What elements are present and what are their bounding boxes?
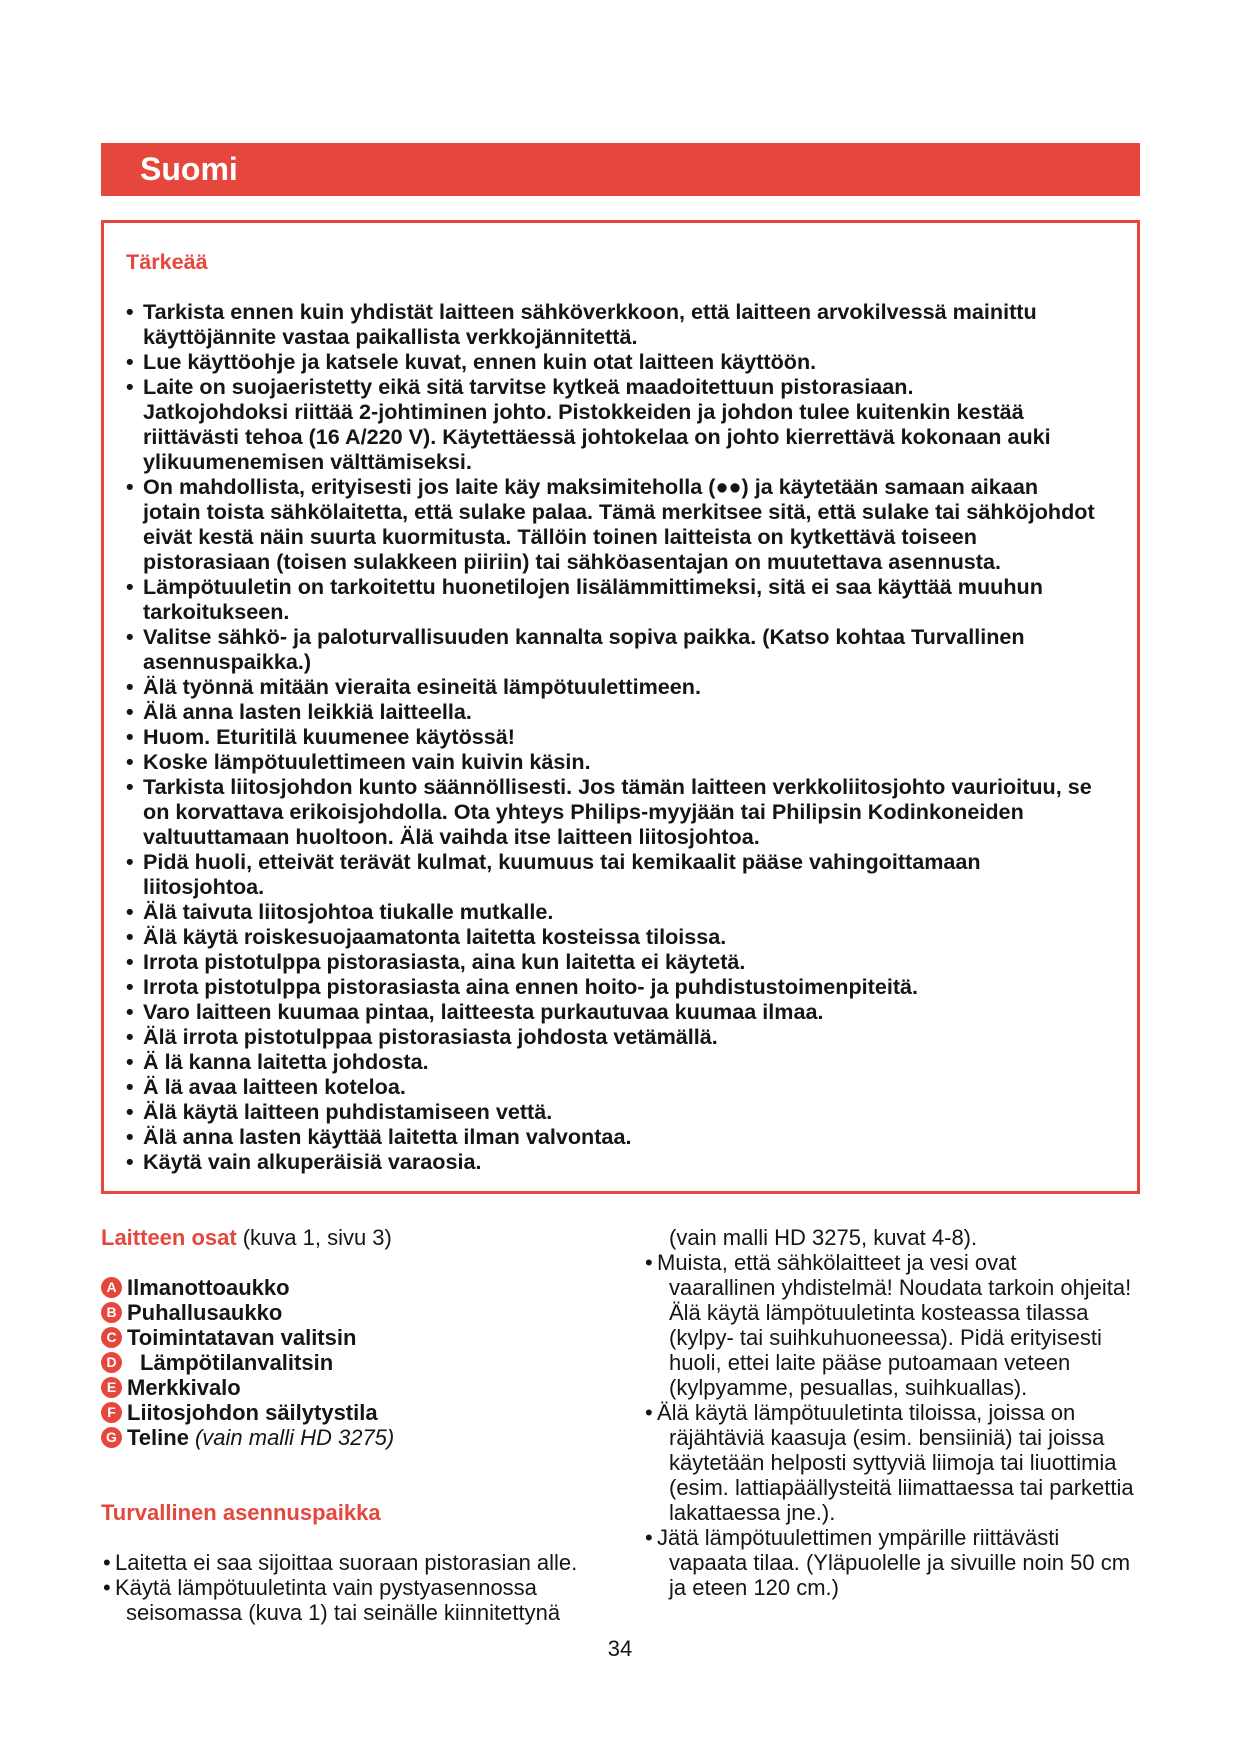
important-item — [126, 999, 1095, 1024]
installation-item-line: vaarallinen yhdistelmä! Noudata tarkoin ohjeita! — [669, 1275, 1132, 1300]
important-item-line: • Lämpötuuletin on tarkoitettu huonetilojen lisälämmittimeksi, sitä ei saa käyttää muuhun — [143, 574, 1043, 599]
part-label: Toimintatavan valitsin — [127, 1325, 357, 1350]
part-note: (vain malli HD 3275) — [194, 1425, 395, 1450]
part-label: Teline — [127, 1425, 189, 1450]
important-item — [126, 1149, 1095, 1174]
part-label: Lämpötilanvalitsin — [140, 1350, 334, 1375]
important-item-line: • Laite on suojaeristetty eikä sitä tarvitse kytkeä maadoitettuun pistorasiaan. — [143, 374, 914, 399]
important-item — [126, 374, 1095, 474]
important-item — [126, 724, 1095, 749]
right-column — [643, 1225, 1213, 1600]
parts-reference: (kuva 1, sivu 3) — [242, 1225, 392, 1250]
left-column — [101, 1225, 621, 1625]
parts-heading — [101, 1225, 621, 1250]
language-header-bar — [101, 143, 1140, 196]
part-item — [101, 1375, 621, 1400]
important-item-line: Jatkojohdoksi riittää 2-johtiminen johto. Pistokkeiden ja johdon tulee kuitenkin kestää — [143, 399, 1024, 424]
part-label: Ilmanottoaukko — [127, 1275, 290, 1300]
part-letter-badge: A — [101, 1277, 122, 1298]
part-item — [101, 1325, 621, 1350]
important-item-line: pistorasiaan (toisen sulakkeen piiriin) tai sähköasentajan on muutettava asennusta. — [143, 549, 1002, 574]
important-item — [126, 299, 1095, 349]
installation-item — [101, 1550, 621, 1575]
important-item-line: • Älä taivuta liitosjohtoa tiukalle mutkalle. — [143, 899, 554, 924]
important-item — [126, 574, 1095, 624]
important-item — [126, 1049, 1095, 1074]
installation-item-line: (kylpyamme, pesuallas, suihkuallas). — [669, 1375, 1028, 1400]
installation-item-line: (kylpy- tai suihkuhuoneessa). Pidä erityisesti — [669, 1325, 1102, 1350]
part-item — [101, 1300, 621, 1325]
installation-list-right — [643, 1250, 1213, 1600]
installation-list-left — [101, 1550, 621, 1625]
important-item-line: tarkoitukseen. — [143, 599, 290, 624]
important-item-line: on korvattava erikoisjohdolla. Ota yhteys Philips-myyjään tai Philipsin Kodinkoneiden — [143, 799, 1024, 824]
page-number: 34 — [607, 1636, 633, 1661]
important-item — [126, 749, 1095, 774]
important-item-line: • Koske lämpötuulettimeen vain kuivin käsin. — [143, 749, 591, 774]
part-item — [101, 1425, 621, 1450]
important-item — [126, 924, 1095, 949]
important-item — [126, 849, 1095, 899]
important-item-line: • Lue käyttöohje ja katsele kuvat, ennen kuin otat laitteen käyttöön. — [143, 349, 817, 374]
installation-item-line: Älä käytä lämpötuuletinta kosteassa tilassa — [669, 1300, 1089, 1325]
important-item-line: • Älä käytä roiskesuojaamatonta laitetta kosteissa tiloissa. — [143, 924, 727, 949]
important-item — [126, 974, 1095, 999]
installation-item-line: • Jätä lämpötuulettimen ympärille riittävästi — [643, 1525, 1213, 1550]
part-letter-badge: B — [101, 1302, 122, 1323]
part-item — [101, 1275, 621, 1300]
important-item — [126, 1074, 1095, 1099]
important-item-line: liitosjohtoa. — [143, 874, 265, 899]
parts-list — [101, 1275, 621, 1450]
important-item — [126, 349, 1095, 374]
important-item-line: riittävästi tehoa (16 A/220 V). Käytettäessä johtokelaa on johto kierrettävä kokonaan auki — [143, 424, 1051, 449]
important-item-line: jotain toista sähkölaitetta, että sulake palaa. Tämä merkitsee sitä, että sulake tai sähköjohdot — [143, 499, 1095, 524]
installation-item — [643, 1250, 1213, 1400]
important-item-line: • Tarkista liitosjohdon kunto säännöllisesti. Jos tämän laitteen verkkoliitosjohto vaurioituu, se — [143, 774, 1092, 799]
installation-item-line: (esim. lattiapäällysteitä liimattaessa tai parkettia — [669, 1475, 1134, 1500]
important-list — [126, 299, 1095, 1174]
important-item — [126, 474, 1095, 574]
part-letter-badge: E — [101, 1377, 122, 1398]
part-label: Puhallusaukko — [127, 1300, 283, 1325]
important-item-line: • Irrota pistotulppa pistorasiasta, aina kun laitetta ei käytetä. — [143, 949, 746, 974]
part-letter-badge: C — [101, 1327, 122, 1348]
important-item — [126, 774, 1095, 849]
important-item-line: • Älä työnnä mitään vieraita esineitä lämpötuulettimeen. — [143, 674, 701, 699]
important-item — [126, 674, 1095, 699]
important-item — [126, 1124, 1095, 1149]
installation-item — [643, 1525, 1213, 1600]
important-item-line: valtuuttamaan huoltoon. Älä vaihda itse laitteen liitosjohtoa. — [143, 824, 760, 849]
installation-item-line: ja eteen 120 cm.) — [669, 1575, 839, 1600]
part-item — [101, 1350, 621, 1375]
important-item-line: • Älä anna lasten käyttää laitetta ilman valvontaa. — [143, 1124, 632, 1149]
important-item-line: ylikuumenemisen välttämiseksi. — [143, 449, 472, 474]
important-item — [126, 1024, 1095, 1049]
important-item-line: • Huom. Eturitilä kuumenee käytössä! — [143, 724, 515, 749]
important-item-line: asennuspaikka.) — [143, 649, 312, 674]
important-item — [126, 624, 1095, 674]
important-item-line: • On mahdollista, erityisesti jos laite käy maksimiteholla (●●) ja käytetään samaan aikaan — [143, 474, 1039, 499]
important-item-line: • Pidä huoli, etteivät terävät kulmat, kuumuus tai kemikaalit pääse vahingoittamaan — [143, 849, 981, 874]
important-item-line: • Varo laitteen kuumaa pintaa, laitteesta purkautuvaa kuumaa ilmaa. — [143, 999, 824, 1024]
installation-intro: (vain malli HD 3275, kuvat 4-8). — [669, 1225, 978, 1250]
important-notice-box — [101, 220, 1140, 1194]
important-title: Tärkeää — [126, 249, 208, 274]
installation-title: Turvallinen asennuspaikka — [101, 1500, 381, 1525]
important-item-line: • Käytä vain alkuperäisiä varaosia. — [143, 1149, 482, 1174]
installation-item-line: käytetään helposti syttyviä liimoja tai liuottimia — [669, 1450, 1117, 1475]
part-letter-badge: F — [101, 1402, 122, 1423]
installation-item-line: • Käytä lämpötuuletinta vain pystyasennossa — [101, 1575, 621, 1600]
important-item — [126, 699, 1095, 724]
installation-item — [643, 1400, 1213, 1525]
important-item-line: • Älä irrota pistotulppaa pistorasiasta johdosta vetämällä. — [143, 1024, 718, 1049]
part-item — [101, 1400, 621, 1425]
important-item-line: • Ä lä avaa laitteen koteloa. — [143, 1074, 406, 1099]
installation-item-line: lakattaessa jne.). — [669, 1500, 836, 1525]
language-title: Suomi — [140, 151, 238, 187]
important-item — [126, 1099, 1095, 1124]
important-item — [126, 899, 1095, 924]
important-item-line: • Tarkista ennen kuin yhdistät laitteen sähköverkkoon, että laitteen arvokilvessä mainittu — [143, 299, 1037, 324]
important-item-line: • Irrota pistotulppa pistorasiasta aina ennen hoito- ja puhdistustoimenpiteitä. — [143, 974, 919, 999]
part-label: Merkkivalo — [127, 1375, 241, 1400]
installation-item-line: seisomassa (kuva 1) tai seinälle kiinnitettynä — [126, 1600, 561, 1625]
installation-item-line: vapaata tilaa. (Yläpuolelle ja sivuille noin 50 cm — [669, 1550, 1131, 1575]
important-item-line: • Älä käytä laitteen puhdistamiseen vettä. — [143, 1099, 553, 1124]
important-item-line: • Valitse sähkö- ja paloturvallisuuden kannalta sopiva paikka. (Katso kohtaa Turvallinen — [143, 624, 1025, 649]
important-item-line: käyttöjännite vastaa paikallista verkkojännitettä. — [143, 324, 638, 349]
important-item-line: • Älä anna lasten leikkiä laitteella. — [143, 699, 472, 724]
parts-title: Laitteen osat — [101, 1225, 237, 1250]
part-letter-badge: G — [101, 1427, 122, 1448]
installation-item-line: • Muista, että sähkölaitteet ja vesi ovat — [643, 1250, 1213, 1275]
installation-item-line: • Älä käytä lämpötuuletinta tiloissa, joissa on — [643, 1400, 1213, 1425]
important-item-line: eivät kestä näin suurta kuormitusta. Tällöin toinen laitteista on kytkettävä toiseen — [143, 524, 977, 549]
installation-item-line: huoli, ettei laite pääse putoamaan veteen — [669, 1350, 1071, 1375]
important-item — [126, 949, 1095, 974]
part-label: Liitosjohdon säilytystila — [127, 1400, 378, 1425]
installation-item — [101, 1575, 621, 1625]
installation-item-line: räjähtäviä kaasuja (esim. bensiiniä) tai joissa — [669, 1425, 1105, 1450]
installation-item-line: • Laitetta ei saa sijoittaa suoraan pistorasian alle. — [101, 1550, 621, 1575]
important-item-line: • Ä lä kanna laitetta johdosta. — [143, 1049, 429, 1074]
part-letter-badge: D — [101, 1352, 122, 1373]
